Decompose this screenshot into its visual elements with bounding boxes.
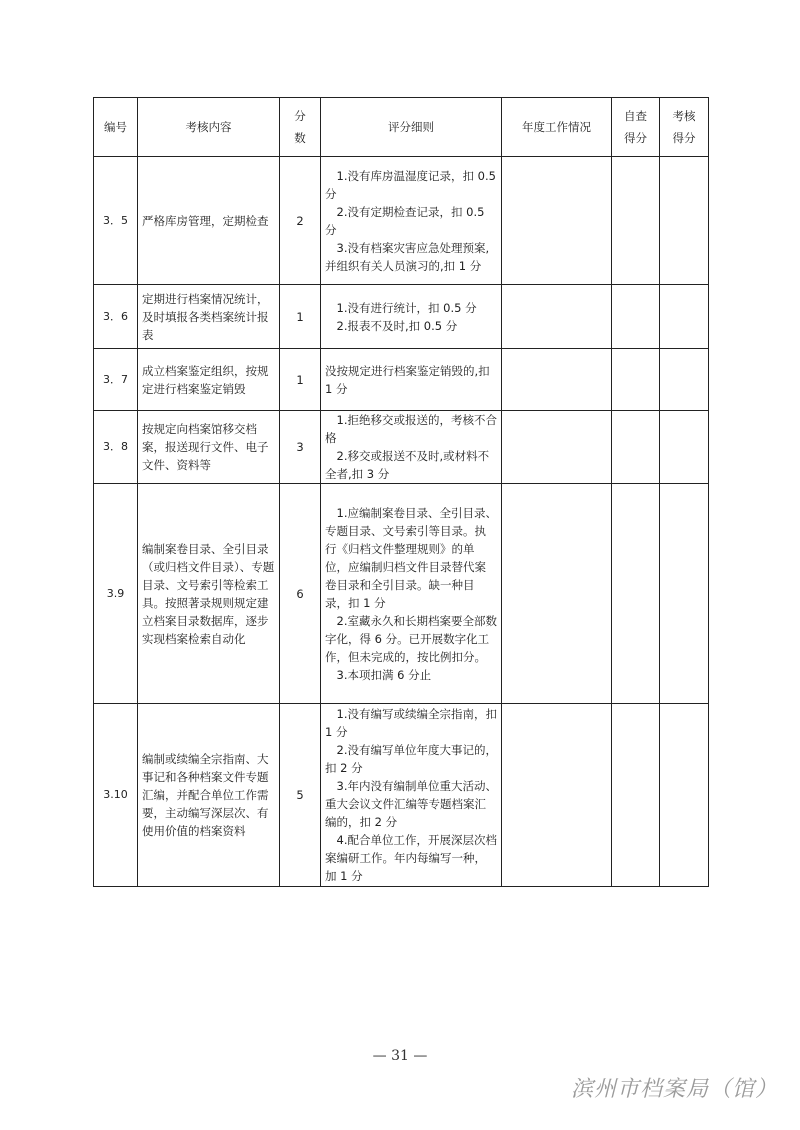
rule-line: 2.报表不及时,扣 0.5 分	[336, 318, 458, 333]
header-assess: 考核得分	[660, 98, 709, 157]
rule-line: 2.室藏永久和长期档案要全部数字化，得 6 分。已开展数字化工作，但未完成的，按比例扣分。	[325, 613, 497, 664]
rule-line: 3.没有档案灾害应急处理预案,并组织有关人员演习的,扣 1 分	[325, 240, 490, 273]
assess-score-cell	[660, 484, 709, 704]
item-score: 5	[280, 704, 321, 887]
rule-line: 4.配合单位工作，开展深层次档案编研工作。年内每编写一种，加 1 分	[325, 833, 497, 883]
scoring-rules	[321, 411, 502, 484]
assess-score-cell	[660, 157, 709, 285]
rule-line: 1.没有编写或续编全宗指南，扣 1 分	[325, 707, 497, 739]
annual-work-cell	[502, 411, 612, 484]
scoring-rules	[321, 484, 502, 704]
rule-line: 3.本项扣满 6 分止	[336, 667, 432, 682]
assess-score-cell	[660, 285, 709, 349]
annual-work-cell	[502, 484, 612, 704]
table-row	[94, 484, 709, 704]
scoring-rules	[321, 285, 502, 349]
header-self: 自查得分	[612, 98, 660, 157]
annual-work-cell	[502, 704, 612, 887]
table-row	[94, 157, 709, 285]
watermark: 滨州市档案局（馆）	[570, 1077, 778, 1102]
assess-score-cell	[660, 349, 709, 411]
assessment-content: 按规定向档案馆移交档案，报送现行文件、电子文件、资料等	[138, 411, 280, 484]
header-row	[94, 98, 709, 157]
item-number: 3．7	[94, 349, 138, 411]
rule-line: 1.拒绝移交或报送的，考核不合格	[325, 413, 497, 445]
assessment-table	[93, 97, 709, 887]
table-row	[94, 411, 709, 484]
assessment-content: 定期进行档案情况统计，及时填报各类档案统计报表	[138, 285, 280, 349]
table-row	[94, 349, 709, 411]
item-number: 3．8	[94, 411, 138, 484]
header-content: 考核内容	[138, 98, 280, 157]
item-number: 3．6	[94, 285, 138, 349]
annual-work-cell	[502, 349, 612, 411]
assessment-content: 编制或续编全宗指南、大事记和各种档案文件专题汇编，并配合单位工作需要，主动编写深层次、有使用价值的档案资料	[138, 704, 280, 887]
item-number: 3.9	[94, 484, 138, 704]
page-number: — 31 —	[372, 1048, 428, 1064]
assess-score-cell	[660, 704, 709, 887]
item-score: 2	[280, 157, 321, 285]
rule-line: 1.没有进行统计，扣 0.5 分	[336, 300, 477, 315]
rule-line: 没按规定进行档案鉴定销毁的,扣 1 分	[325, 363, 490, 396]
self-score-cell	[612, 411, 660, 484]
annual-work-cell	[502, 157, 612, 285]
header-score: 分数	[280, 98, 321, 157]
assessment-content: 严格库房管理，定期检查	[138, 157, 280, 285]
item-number: 3．5	[94, 157, 138, 285]
rule-line: 3.年内没有编制单位重大活动、重大会议文件汇编等专题档案汇编的，扣 2 分	[325, 779, 497, 829]
assessment-content: 编制案卷目录、全引目录（或归档文件目录）、专题目录、文号索引等检索工具。按照著录规则规定建立档案目录数据库，逐步实现档案检索自动化	[138, 484, 280, 704]
item-score: 6	[280, 484, 321, 704]
rule-line: 1.没有库房温湿度记录，扣 0.5 分	[325, 168, 496, 201]
header-num: 编号	[94, 98, 138, 157]
assessment-content: 成立档案鉴定组织，按规定进行档案鉴定销毁	[138, 349, 280, 411]
scoring-rules	[321, 349, 502, 411]
item-score: 1	[280, 349, 321, 411]
rule-line: 2.没有编写单位年度大事记的，扣 2 分	[325, 743, 497, 775]
rule-line: 1.应编制案卷目录、全引目录、专题目录、文号索引等目录。执行《归档文件整理规则》的单位，应编制归档文件目录替代案卷目录和全引目录。缺一种目录，扣 1 分	[325, 505, 497, 610]
self-score-cell	[612, 157, 660, 285]
item-score: 3	[280, 411, 321, 484]
item-score: 1	[280, 285, 321, 349]
scoring-rules	[321, 704, 502, 887]
table-row	[94, 285, 709, 349]
rule-line: 2.没有定期检查记录，扣 0.5 分	[325, 204, 485, 237]
table-body	[94, 157, 709, 887]
rule-line: 2.移交或报送不及时,或材料不全者,扣 3 分	[325, 449, 490, 481]
annual-work-cell	[502, 285, 612, 349]
header-annual: 年度工作情况	[502, 98, 612, 157]
self-score-cell	[612, 285, 660, 349]
self-score-cell	[612, 349, 660, 411]
item-number: 3.10	[94, 704, 138, 887]
self-score-cell	[612, 704, 660, 887]
header-rules: 评分细则	[321, 98, 502, 157]
assess-score-cell	[660, 411, 709, 484]
table-row	[94, 704, 709, 887]
scoring-rules	[321, 157, 502, 285]
self-score-cell	[612, 484, 660, 704]
